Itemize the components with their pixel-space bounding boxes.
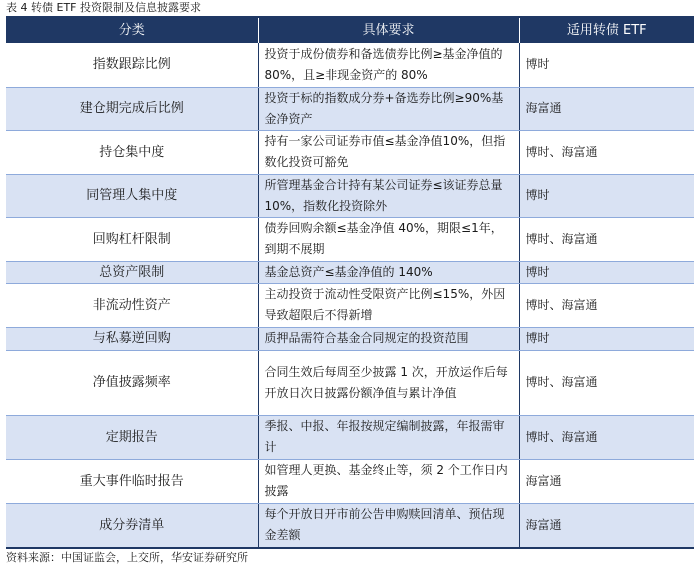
cell-etf: 海富通 (519, 503, 694, 548)
cell-requirement: 季报、中报、年报按规定编制披露，年报需审计 (258, 415, 519, 459)
table-caption: 表 4 转债 ETF 投资限制及信息披露要求 (6, 1, 201, 14)
table-row (6, 261, 694, 283)
cell-requirement: 质押品需符合基金合同规定的投资范围 (258, 327, 519, 350)
cell-requirement: 投资于成份债券和备选债券比例≥基金净值的 80%，且≥非现金资产的 80% (258, 43, 519, 87)
cell-etf: 海富通 (519, 459, 694, 503)
cell-etf: 博时、海富通 (519, 350, 694, 415)
cell-category: 与私募逆回购 (6, 327, 258, 350)
table-row (6, 87, 694, 130)
cell-requirement: 债券回购余额≤基金净值 40%，期限≤1年，到期不展期 (258, 217, 519, 261)
cell-category: 建仓期完成后比例 (6, 87, 258, 130)
cell-etf: 博时 (519, 261, 694, 283)
cell-requirement: 每个开放日开市前公告申购赎回清单、预估现金差额 (258, 503, 519, 548)
cell-requirement: 合同生效后每周至少披露 1 次，开放运作后每开放日次日披露份额净值与累计净值 (258, 350, 519, 415)
header-category: 分类 (118, 23, 145, 38)
table-row (6, 174, 694, 217)
cell-etf: 博时、海富通 (519, 283, 694, 327)
table-row (6, 459, 694, 503)
cell-etf: 博时 (519, 174, 694, 217)
cell-etf: 博时、海富通 (519, 130, 694, 174)
header-requirement: 具体要求 (258, 18, 519, 43)
cell-category: 净值披露频率 (6, 350, 258, 415)
table-row (6, 217, 694, 261)
cell-category: 成分券清单 (6, 503, 258, 548)
cell-category: 总资产限制 (6, 261, 258, 283)
table-row (6, 283, 694, 327)
table-header-row (6, 18, 694, 43)
table-row (6, 130, 694, 174)
cell-category: 非流动性资产 (6, 283, 258, 327)
cell-etf: 博时、海富通 (519, 415, 694, 459)
cell-requirement: 如管理人更换、基金终止等，须 2 个工作日内披露 (258, 459, 519, 503)
table-row (6, 503, 694, 548)
source-note: 资料来源：中国证监会，上交所，华安证券研究所 (6, 551, 248, 564)
cell-category: 指数跟踪比例 (6, 43, 258, 87)
cell-requirement: 所管理基金合计持有某公司证券≤该证券总量 10%，指数化投资除外 (258, 174, 519, 217)
table-row (6, 43, 694, 87)
cell-requirement: 持有一家公司证券市值≤基金净值10%，但指数化投资可豁免 (258, 130, 519, 174)
cell-etf: 博时 (519, 43, 694, 87)
cell-requirement: 投资于标的指数成分券+备选券比例≥90%基金净资产 (258, 87, 519, 130)
header-etf: 适用转债 ETF (519, 18, 694, 43)
cell-category: 同管理人集中度 (6, 174, 258, 217)
cell-etf: 海富通 (519, 87, 694, 130)
cell-category: 持仓集中度 (6, 130, 258, 174)
cell-requirement: 基金总资产≤基金净值的 140% (258, 261, 519, 283)
cell-category: 定期报告 (6, 415, 258, 459)
requirements-table (6, 18, 694, 549)
cell-category: 重大事件临时报告 (6, 459, 258, 503)
table-row (6, 415, 694, 459)
table-row (6, 327, 694, 350)
cell-etf: 博时、海富通 (519, 217, 694, 261)
cell-category: 回购杠杆限制 (6, 217, 258, 261)
cell-etf: 博时 (519, 327, 694, 350)
cell-requirement: 主动投资于流动性受限资产比例≤15%，外因导致超限后不得新增 (258, 283, 519, 327)
table-row (6, 350, 694, 415)
